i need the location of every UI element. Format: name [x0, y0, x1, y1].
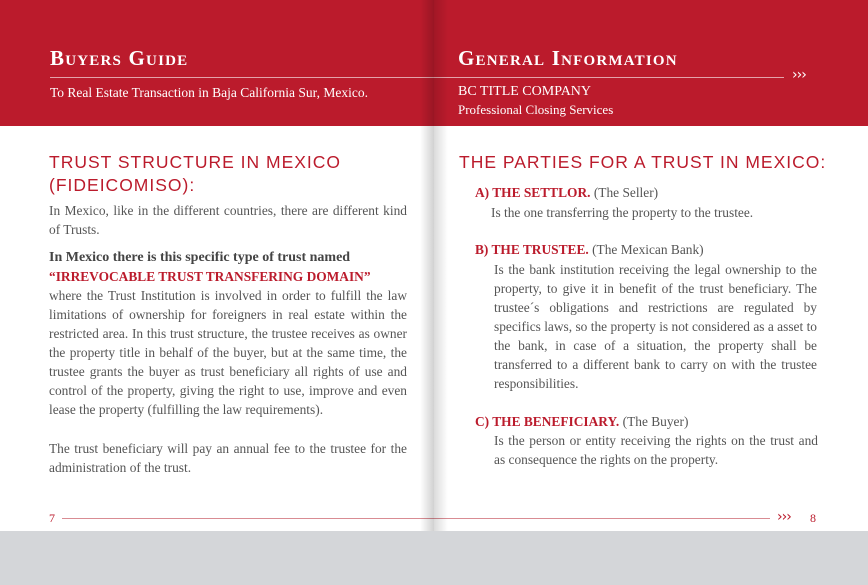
trust-type-paragraph	[49, 247, 407, 419]
settlor-heading	[475, 183, 658, 202]
company-name: BC TITLE COMPANY	[458, 84, 592, 99]
settlor-role: (The Seller)	[590, 185, 659, 200]
left-body	[49, 201, 407, 485]
footer-chevrons-icon: ›››	[777, 509, 791, 525]
right-title-rule	[434, 77, 784, 78]
company-tagline: Professional Closing Services	[458, 102, 614, 117]
heading-line-2: (FIDEICOMISO):	[49, 175, 196, 195]
left-footer-rule	[62, 518, 434, 519]
trustee-heading	[475, 240, 704, 259]
left-page-subtitle: To Real Estate Transaction in Baja California Sur, Mexico.	[50, 85, 368, 100]
left-page-title: Buyers Guide	[50, 46, 189, 70]
trustee-label: B) THE TRUSTEE.	[475, 242, 589, 257]
intro-paragraph: In Mexico, like in the different countries, there are different kind of Trusts.	[49, 203, 407, 237]
right-page	[434, 0, 868, 531]
trustee-role: (The Mexican Bank)	[588, 242, 704, 257]
annual-fee-paragraph: The trust beneficiary will pay an annual fee to the trustee for the administration of the trust.	[49, 441, 407, 475]
header-chevrons-icon: ›››	[792, 67, 806, 83]
settlor-description: Is the one transferring the property to the trustee.	[491, 205, 754, 220]
heading-line-1: TRUST STRUCTURE IN MEXICO	[49, 152, 342, 172]
parties-heading: THE PARTIES FOR A TRUST IN MEXICO:	[459, 152, 827, 172]
settlor-label: A) THE SETTLOR.	[475, 185, 591, 200]
left-page	[0, 0, 434, 531]
beneficiary-label: C) THE BENEFICIARY.	[475, 414, 620, 429]
beneficiary-heading	[475, 412, 688, 431]
right-gutter-shadow	[434, 0, 448, 531]
trust-type-name: “IRREVOCABLE TRUST TRANSFERING DOMAIN”	[49, 269, 371, 284]
trust-type-description: where the Trust Institution is involved in order to fulfill the law limitations of ownership for foreigners in real estate within the restricted area. In this trust structure, the trustee receives as owner the property title in behalf of the buyer, but at the same time, the trustee grants the buyer as trust beneficiary all rights of use and control of the property, giving the right to use, improve and even lease the property (fulfilling the law requirements).	[49, 288, 407, 417]
left-gutter-shadow	[420, 0, 434, 531]
beneficiary-description: Is the person or entity receiving the rights on the trust and as consequence the rights on the property.	[494, 433, 818, 467]
right-page-title: General Information	[458, 46, 678, 70]
right-footer-rule	[434, 518, 770, 519]
beneficiary-role: (The Buyer)	[619, 414, 689, 429]
trust-type-intro: In Mexico there is this specific type of trust named	[49, 250, 351, 265]
left-title-rule	[50, 77, 434, 78]
right-page-number: 8	[810, 511, 816, 525]
trust-structure-heading	[49, 151, 341, 197]
trustee-description: Is the bank institution receiving the legal ownership to the property, to give it in benefit of the trust beneficiary. The trustee´s obligations and restrictions are regulated by specifics laws, so the property is not considered as a asset to the bank, in case of a situation, the property shall be transferred to a different bank to carry on with the trustee responsibilities.	[494, 262, 817, 391]
left-page-number: 7	[49, 511, 55, 525]
